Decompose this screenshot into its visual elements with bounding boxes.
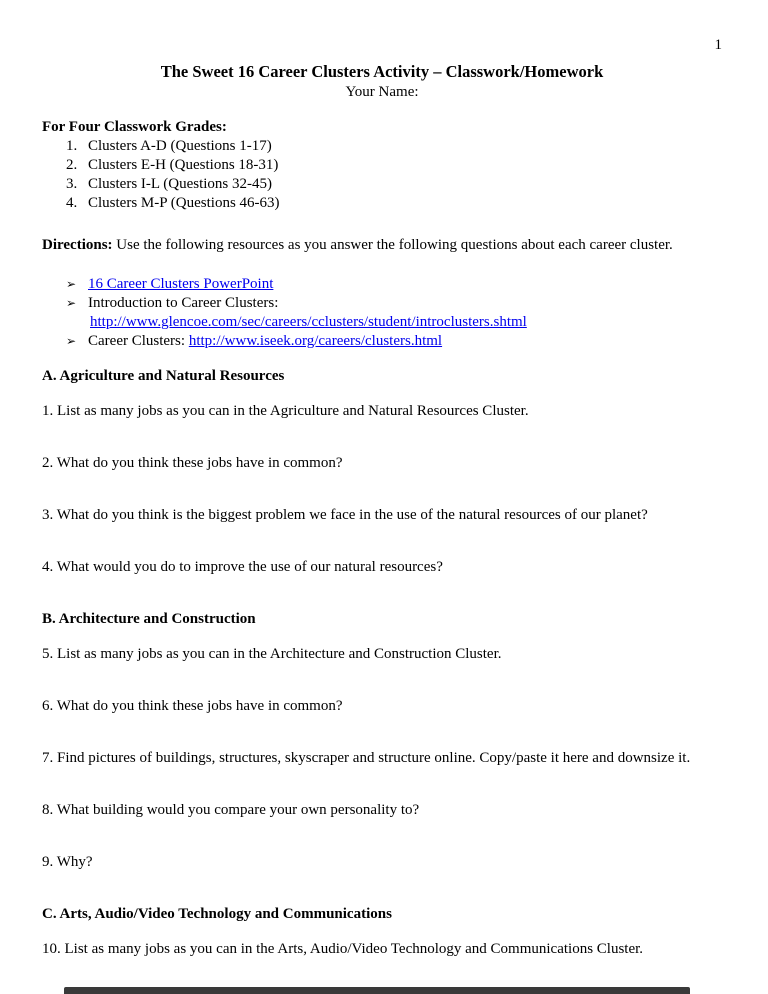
question-9: 9. Why? <box>42 854 93 870</box>
question-3: 3. What do you think is the biggest problem we face in the use of the natural resources of our planet? <box>42 507 648 523</box>
document-title: The Sweet 16 Career Clusters Activity – Classwork/Homework <box>160 62 604 81</box>
grades-heading: For Four Classwork Grades: <box>42 119 227 135</box>
resource-item <box>66 332 722 351</box>
powerpoint-link[interactable]: 16 Career Clusters PowerPoint <box>88 276 274 292</box>
bottom-page-edge <box>64 987 690 994</box>
question-6: 6. What do you think these jobs have in common? <box>42 698 343 714</box>
resources-list <box>42 275 722 351</box>
question-10: 10. List as many jobs as you can in the Arts, Audio/Video Technology and Communications Cluster. <box>42 941 644 957</box>
directions-text: Use the following resources as you answer the following questions about each career cluster. <box>112 237 673 253</box>
list-item <box>66 175 722 194</box>
arrow-bullet-icon: ➢ <box>66 277 77 291</box>
list-number: 3. <box>66 176 78 192</box>
resource-item <box>66 275 722 294</box>
question-4: 4. What would you do to improve the use of our natural resources? <box>42 559 443 575</box>
list-item <box>66 194 722 213</box>
question-5: 5. List as many jobs as you can in the Architecture and Construction Cluster. <box>42 646 502 662</box>
arrow-bullet-icon: ➢ <box>66 296 77 310</box>
directions-label: Directions: <box>42 237 113 253</box>
iseek-link[interactable]: http://www.iseek.org/careers/clusters.html <box>188 333 443 349</box>
grades-list <box>42 137 722 213</box>
question-8: 8. What building would you compare your own personality to? <box>42 802 420 818</box>
resource-text: Career Clusters: <box>88 333 189 349</box>
list-item-text: Clusters I-L (Questions 32-45) <box>88 176 272 192</box>
list-item <box>66 156 722 175</box>
question-1: 1. List as many jobs as you can in the Agriculture and Natural Resources Cluster. <box>42 403 529 419</box>
arrow-bullet-icon: ➢ <box>66 334 77 348</box>
list-item-text: Clusters E-H (Questions 18-31) <box>88 157 279 173</box>
list-item-text: Clusters A-D (Questions 1-17) <box>88 138 272 154</box>
glencoe-link[interactable]: http://www.glencoe.com/sec/careers/cclusters/student/introclusters.shtml <box>90 314 527 330</box>
resource-content <box>88 332 442 351</box>
your-name-line: Your Name: <box>345 84 419 100</box>
section-heading-b: B. Architecture and Construction <box>42 611 256 627</box>
section-heading-a: A. Agriculture and Natural Resources <box>42 368 285 384</box>
list-number: 1. <box>66 138 78 154</box>
list-number: 2. <box>66 157 78 173</box>
resource-content <box>88 275 273 294</box>
list-item-text: Clusters M-P (Questions 46-63) <box>88 195 280 211</box>
list-item <box>66 137 722 156</box>
resource-item <box>66 294 722 313</box>
list-number: 4. <box>66 195 78 211</box>
section-heading-c: C. Arts, Audio/Video Technology and Communications <box>42 906 392 922</box>
question-7: 7. Find pictures of buildings, structures, skyscraper and structure online. Copy/paste it here and downsize it. <box>42 750 691 766</box>
page-number: 1 <box>714 37 722 53</box>
directions-paragraph <box>42 236 722 255</box>
question-2: 2. What do you think these jobs have in common? <box>42 455 343 471</box>
resource-text: Introduction to Career Clusters: <box>88 295 279 311</box>
resource-sub-line <box>66 313 722 332</box>
